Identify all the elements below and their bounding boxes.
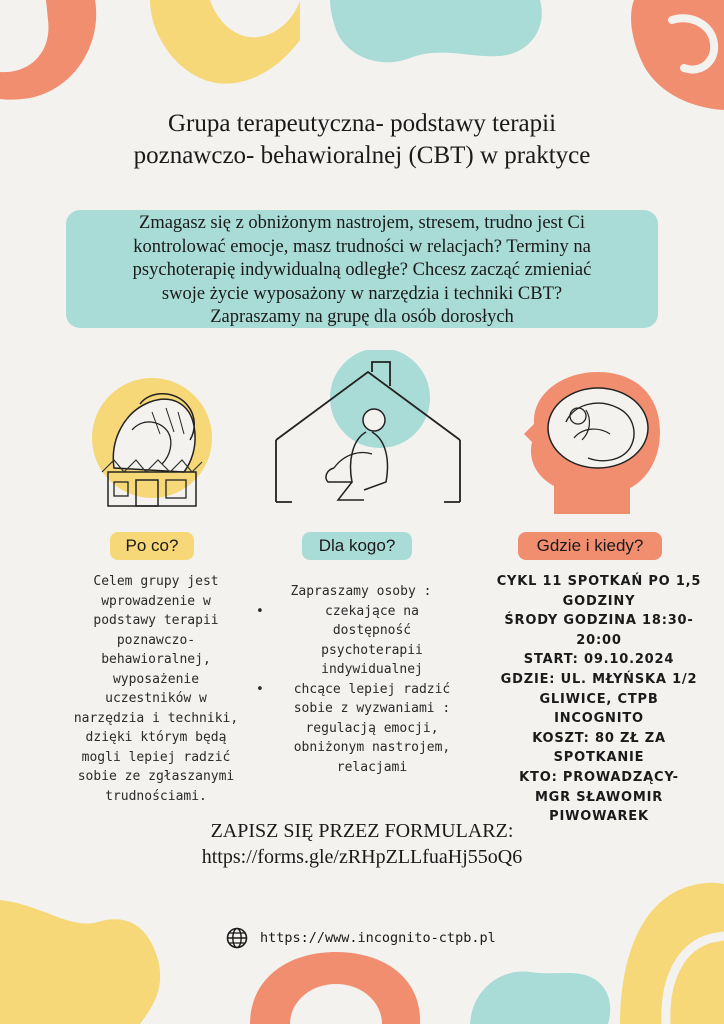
col1-line: wyposażenie	[112, 671, 200, 687]
sad-person-illustration	[80, 360, 240, 520]
list-item: • chcące lepiej radzić sobie z wyzwaniami : regulacją emocji, obniżonym nastrojem, relacjami	[256, 680, 466, 778]
intro-line: swoje życie wyposażony w narzędzia i techniki CBT?	[161, 283, 563, 304]
col3-line: GDZIE: UL. MŁYŃSKA 1/2	[500, 671, 698, 687]
head-illustration	[518, 368, 678, 518]
col1-line: podstawy terapii	[93, 613, 219, 628]
col2-lead: Zapraszamy osoby :	[290, 584, 432, 599]
col1-line: dzięki którym będą	[85, 730, 227, 745]
col3-line: KOSZT: 80 ZŁ ZA	[532, 730, 666, 746]
col1-line: trudnościami.	[105, 788, 207, 804]
col3-line: INCOGNITO	[554, 711, 644, 727]
col3-line: 20:00	[576, 632, 622, 648]
col2-text	[256, 582, 466, 777]
col3-line: GODZINY	[562, 593, 636, 609]
col3-line: KTO: PROWADZĄCY-	[519, 769, 679, 785]
col1-line: poznawczo-	[116, 632, 196, 648]
heading-dla-kogo: Dla kogo?	[302, 532, 412, 560]
intro-line: psychoterapię indywidualną odległe? Chcesz zacząć zmieniać	[132, 260, 592, 281]
intro-box	[66, 210, 658, 328]
heading-gdzie-i-kiedy: Gdzie i kiedy?	[518, 532, 662, 560]
col1-line: behawioralnej,	[101, 652, 211, 667]
intro-text	[66, 210, 658, 330]
col3-line: START: 09.10.2024	[523, 652, 675, 668]
col2-list	[256, 602, 466, 778]
col3-line: CYKL 11 SPOTKAŃ PO 1,5	[496, 574, 702, 589]
signup-form-link[interactable]: https://forms.gle/zRHpZLLfuaHj55oQ6	[201, 846, 523, 868]
col3-text	[486, 572, 712, 827]
house-person-illustration	[268, 350, 468, 520]
list-item: • czekające na dostępność psychoterapii indywidualnej	[256, 602, 466, 680]
title-line-1: Grupa terapeutyczna- podstawy terapii	[167, 110, 557, 137]
heading-po-co: Po co?	[110, 532, 194, 560]
col1-line: narzędzia i techniki,	[73, 710, 239, 726]
title-line-2: poznawczo- behawioralnej (CBT) w praktyce	[133, 142, 591, 169]
col1-line: sobie ze zgłaszanymi	[77, 769, 235, 784]
signup-section	[0, 818, 724, 870]
col3-line: SPOTKANIE	[553, 750, 645, 766]
page-title	[0, 108, 724, 172]
col1-line: wprowadzenie w	[101, 593, 211, 609]
col1-line: Celem grupy jest	[93, 574, 219, 589]
col1-line: mogli lepiej radzić	[81, 749, 231, 765]
col3-line: ŚRODY GODZINA 18:30-	[504, 613, 694, 629]
website-url[interactable]: https://www.incognito-ctpb.pl	[260, 930, 496, 946]
signup-heading: ZAPISZ SIĘ PRZEZ FORMULARZ:	[210, 820, 514, 842]
intro-line: Zapraszamy na grupę dla osób dorosłych	[210, 307, 514, 328]
col1-line: uczestników w	[105, 691, 207, 706]
intro-line: kontrolować emocje, masz trudności w relacjach? Terminy na	[133, 236, 591, 257]
col3-line: PIWOWAREK	[549, 809, 649, 825]
col3-line: GLIWICE, CTPB	[539, 691, 659, 707]
globe-icon	[226, 927, 248, 949]
col1-text	[58, 572, 254, 806]
col3-line: MGR SŁAWOMIR	[534, 789, 664, 805]
intro-line: Zmagasz się z obniżonym nastrojem, stresem, trudno jest Ci	[139, 213, 585, 233]
